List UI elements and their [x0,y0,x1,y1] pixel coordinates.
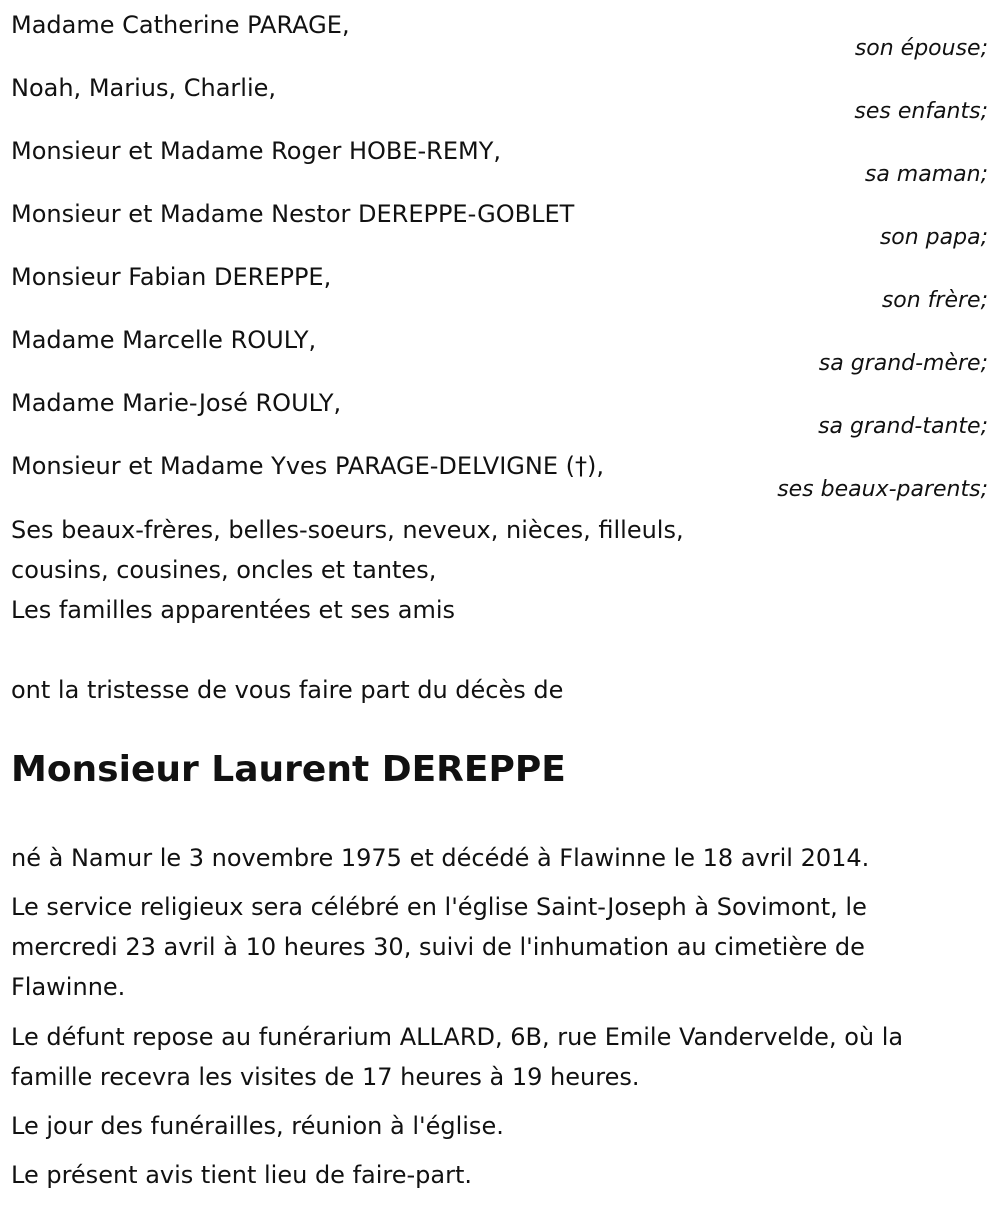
relative-role: son frère; [881,288,988,313]
relative-name: Madame Marie-José ROULY, [11,389,342,417]
relative-role: son papa; [879,225,988,250]
relative-name: Madame Catherine PARAGE, [11,11,350,39]
relative-name: Monsieur Fabian DEREPPE, [11,263,332,291]
relative-role: ses enfants; [854,99,988,124]
relative-name: Monsieur et Madame Nestor DEREPPE-GOBLET [11,200,575,228]
birth-death-paragraph: né à Namur le 3 novembre 1975 et décédé à Flawinne le 18 avril 2014. [11,844,870,872]
deceased-name: Monsieur Laurent DEREPPE [11,749,566,790]
service-paragraph: Le service religieux sera célébré en l'église Saint-Joseph à Sovimont, le mercredi 23 avril à 10 heures 30, suivi de l'inhumation au cimetière de Flawinne. [11,893,867,1001]
relative-role: son épouse; [854,36,988,61]
funerarium-paragraph: Le défunt repose au funérarium ALLARD, 6B, rue Emile Vandervelde, où la famille recevra les visites de 17 heures à 19 heures. [11,1023,904,1091]
relative-name: Monsieur et Madame Yves PARAGE-DELVIGNE (†), [11,452,604,480]
funeral-day-paragraph: Le jour des funérailles, réunion à l'église. [11,1112,504,1140]
relative-role: sa grand-tante; [818,414,988,439]
extended-family-line: Ses beaux-frères, belles-soeurs, neveux, nièces, filleuls, [11,516,684,544]
notice-paragraph: Le présent avis tient lieu de faire-part. [11,1161,473,1189]
extended-family [11,510,986,630]
relative-name: Noah, Marius, Charlie, [11,74,277,102]
relative-role: sa grand-mère; [818,351,988,376]
relative-role: sa maman; [864,162,988,187]
relative-role: ses beaux-parents; [777,477,988,502]
announcement: ont la tristesse de vous faire part du décès de [11,676,564,704]
relative-name: Monsieur et Madame Roger HOBE-REMY, [11,137,502,165]
relative-name: Madame Marcelle ROULY, [11,326,317,354]
extended-family-line: cousins, cousines, oncles et tantes, [11,556,437,584]
extended-family-line: Les familles apparentées et ses amis [11,596,456,624]
